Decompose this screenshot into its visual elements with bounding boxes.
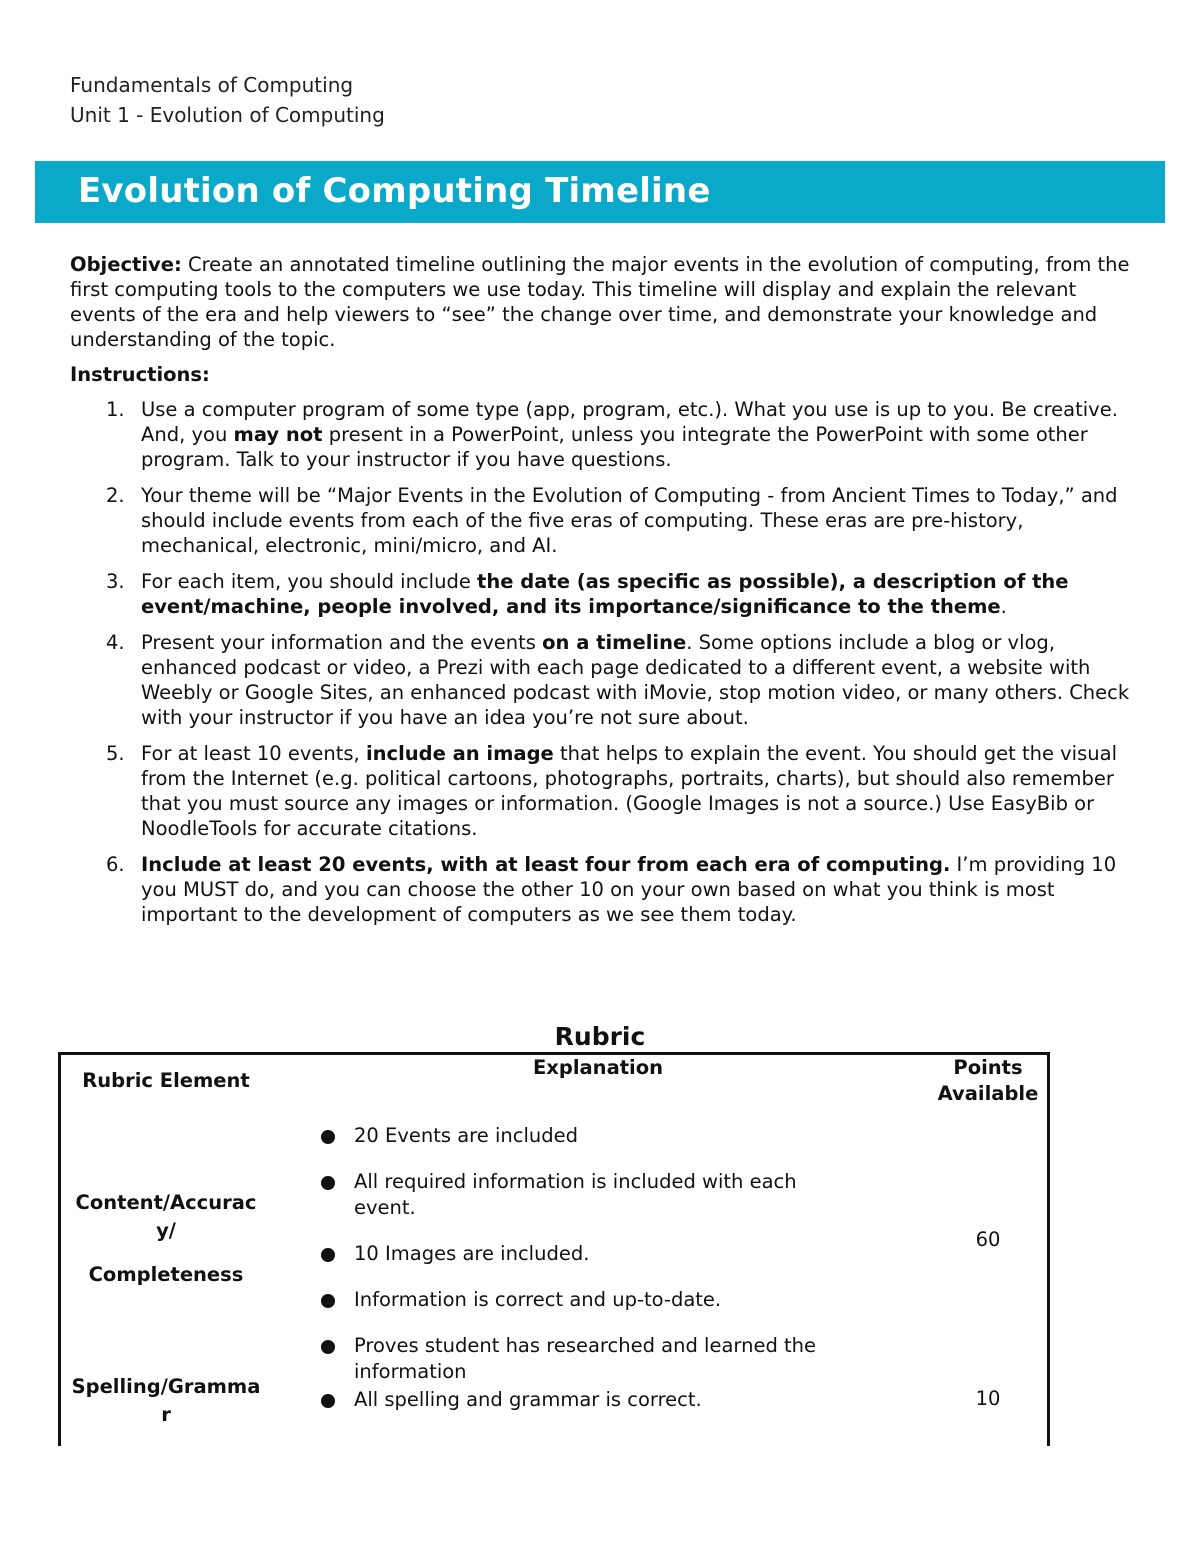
bullet-icon [321, 1340, 335, 1354]
instruction-item [70, 397, 1135, 472]
rubric-criterion [316, 1387, 856, 1413]
instruction-item [70, 852, 1135, 927]
instruction-text: . [1000, 595, 1007, 618]
instruction-item [70, 630, 1135, 730]
course-name: Fundamentals of Computing [70, 73, 354, 97]
instruction-number: 5. [106, 742, 125, 765]
page-title: Evolution of Computing Timeline [78, 171, 711, 211]
instruction-item [70, 569, 1135, 619]
rubric-criterion [316, 1241, 856, 1267]
rubric-header-points-line: Points [953, 1056, 1023, 1079]
rubric-header-element: Rubric Element [82, 1069, 250, 1092]
instruction-emphasis: Include at least 20 events, with at least four from each era of computing. [141, 853, 951, 876]
instruction-number: 1. [106, 398, 125, 421]
instruction-text: present in a PowerPoint, unless you integrate the PowerPoint with some other program. Talk to your instructor if you have questions. [141, 423, 1088, 471]
objective-paragraph [70, 252, 1135, 352]
unit-name: Unit 1 - Evolution of Computing [70, 103, 385, 127]
instruction-emphasis: on a timeline [542, 631, 687, 654]
title-banner [35, 161, 1165, 223]
rubric-criterion [316, 1287, 856, 1313]
objective-label: Objective: [70, 253, 182, 276]
rubric-criteria-list [316, 1387, 856, 1433]
rubric-criterion [316, 1123, 856, 1149]
rubric-header-points-line: Available [937, 1082, 1039, 1105]
instruction-text: I’m providing 10 you MUST do, and you can choose the other 10 on your own based on what you think is most important to the development of computers as we see them today. [141, 853, 1117, 926]
instruction-text: Use a computer program of some type (app, program, etc.). What you use is up to you. Be creative. And, you [141, 398, 1118, 446]
objective-text: Create an annotated timeline outlining the major events in the evolution of computing, from the first computing tools to the computers we use today. This timeline will display and explain the relevant events of the era and help viewers to “see” the change over time, and demonstrate your knowledge and understanding of the topic. [70, 253, 1130, 351]
rubric-element-line: Completeness [88, 1263, 244, 1286]
rubric-points: 60 [975, 1228, 1001, 1251]
instruction-emphasis: may not [233, 423, 323, 446]
instruction-text: For at least 10 events, [141, 742, 366, 765]
rubric-element-line: r [161, 1403, 171, 1426]
rubric-criterion-text: All required information is included with each event. [354, 1170, 797, 1219]
instructions-heading: Instructions: [70, 363, 210, 386]
rubric-criterion-text: Proves student has researched and learned the information [354, 1334, 817, 1383]
rubric-element-label [58, 1189, 274, 1289]
instruction-number: 6. [106, 853, 125, 876]
rubric-criterion-text: All spelling and grammar is correct. [354, 1388, 702, 1411]
instruction-text: Present your information and the events [141, 631, 543, 654]
rubric-element-line: Content/Accurac [75, 1191, 257, 1214]
instruction-text: that helps to explain the event. You should get the visual from the Internet (e.g. political cartoons, photographs, portraits, charts), but should also remember that you must source any images or information. (Google Images is not a source.) Use EasyBib or NoodleTools for accurate citations. [141, 742, 1117, 840]
instruction-text: . Some options include a blog or vlog, enhanced podcast or video, a Prezi with each page dedicated to a different event, a website with Weebly or Google Sites, an enhanced podcast with iMovie, stop motion video, or many others. Check with your instructor if you have an idea you’re not sure about. [141, 631, 1130, 729]
rubric-title: Rubric [554, 1022, 646, 1051]
bullet-icon [321, 1294, 335, 1308]
instruction-text: Your theme will be “Major Events in the Evolution of Computing - from Ancient Times to Today,” and should include events from each of the five eras of computing. These eras are pre-history, mechanical, electronic, mini/micro, and AI. [141, 484, 1118, 557]
instruction-number: 4. [106, 631, 125, 654]
rubric-criterion [316, 1333, 856, 1385]
rubric-header-points [918, 1055, 1058, 1107]
rubric-criterion [316, 1169, 856, 1221]
rubric-points: 10 [975, 1387, 1001, 1410]
rubric-criteria-list [316, 1123, 856, 1405]
rubric-criterion-text: 20 Events are included [354, 1124, 578, 1147]
rubric-header-explanation: Explanation [532, 1056, 664, 1079]
instructions-list [70, 397, 1135, 927]
instruction-emphasis: the date (as specific as possible), a description of the event/machine, people involved, and its importance/significance to the theme [141, 570, 1069, 618]
document-header [70, 70, 385, 130]
rubric-element-line: Spelling/Gramma [71, 1375, 261, 1398]
rubric-element-line: y/ [156, 1219, 176, 1242]
instruction-text: For each item, you should include [141, 570, 478, 593]
rubric-element-label [58, 1373, 274, 1429]
bullet-icon [321, 1176, 335, 1190]
bullet-icon [321, 1394, 335, 1408]
rubric-criterion-text: Information is correct and up-to-date. [354, 1288, 722, 1311]
bullet-icon [321, 1130, 335, 1144]
assignment-body [70, 252, 1135, 938]
rubric-criterion-text: 10 Images are included. [354, 1242, 590, 1265]
instruction-item [70, 741, 1135, 841]
bullet-icon [321, 1248, 335, 1262]
instruction-item [70, 483, 1135, 558]
instruction-number: 3. [106, 570, 125, 593]
instruction-number: 2. [106, 484, 125, 507]
instruction-emphasis: include an image [365, 742, 554, 765]
